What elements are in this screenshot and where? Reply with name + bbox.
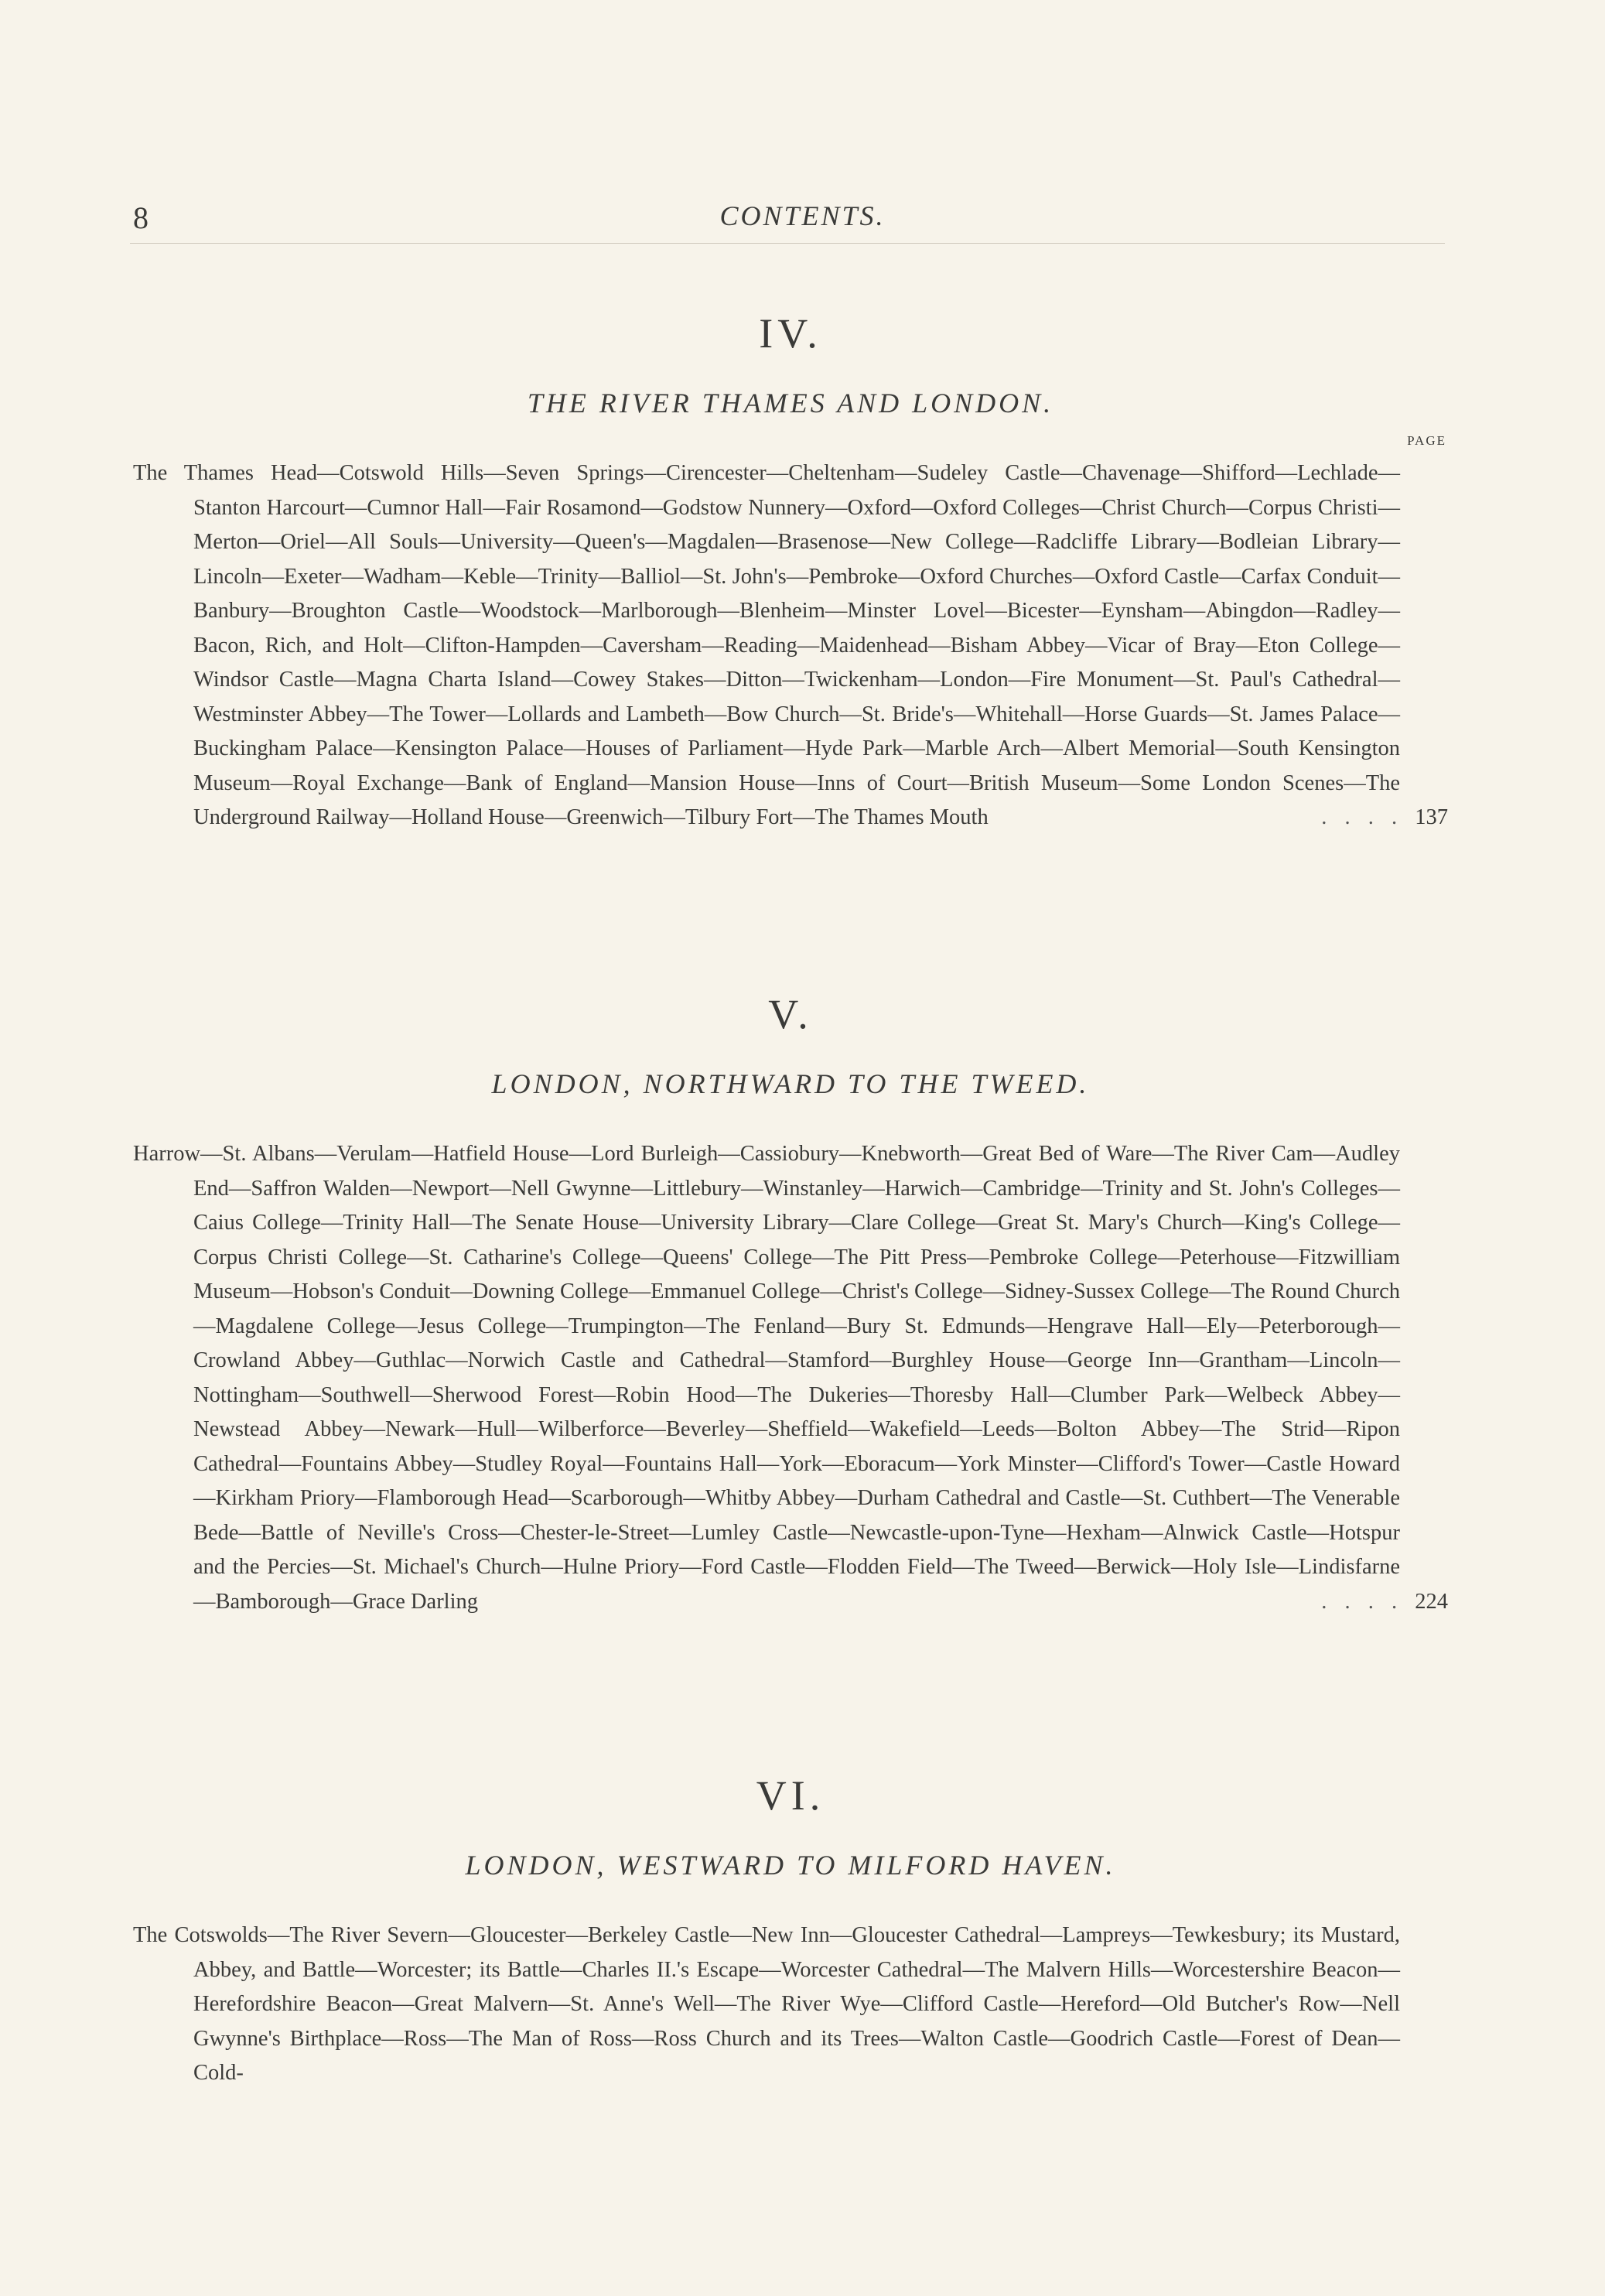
contents-entry — [133, 1137, 1448, 1619]
dot-leader: . . . . — [1321, 805, 1415, 829]
section-numeral: V. — [768, 991, 813, 1037]
page-number: 8 — [133, 200, 149, 235]
page-column-label: PAGE — [1407, 433, 1446, 448]
entry-text: Harrow—St. Albans—Verulam—Hatfield House—Lord Burleigh—Cassiobury—Knebworth—Great Bed of Ware—The River Cam—Audley End—Saffron Walden—Newport—Nell Gwynne—Littlebury—Winstanley—Harwich—Cambridge—Trinity and St. John's Colleges—Caius College—Trinity Hall—The Senate House—University Library—Clare College—Great St. Mary's Church—King's College—Corpus Christi College—St. Catharine's College—Queens' College—The Pitt Press—Pembroke College—Peterhouse—Fitzwilliam Museum—Hobson's Conduit—Downing College—Emmanuel College—Christ's College—Sidney-Sussex College—The Round Church—Magdalene College—Jesus College—Trumpington—The Fenland—Bury St. Edmunds—Hengrave Hall—Ely—Peterborough—Crowland Abbey—Guthlac—Norwich Castle and Cathedral—Stamford—Burghley House—George Inn—Grantham—Lincoln—Nottingham—Southwell—Sherwood Forest—Robin Hood—The Dukeries—Thoresby Hall—Clumber Park—Welbeck Abbey—Newstead Abbey—Newark—Hull—Wilberforce—Beverley—Sheffield—Wakefield—Leeds—Bolton Abbey—The Strid—Ripon Cathedral—Fountains Abbey—Studley Royal—Fountains Hall—York—Eboracum—York Minster—Clifford's Tower—Castle Howard—Kirkham Priory—Flamborough Head—Scarborough—Whitby Abbey—Durham Cathedral and Castle—St. Cuthbert—The Venerable Bede—Battle of Neville's Cross—Chester-le-Street—Lumley Castle—Newcastle-upon-Tyne—Hexham—Alnwick Castle—Hotspur and the Percies—St. Michael's Church—Hulne Priory—Ford Castle—Flodden Field—The Tweed—Berwick—Holy Isle—Lindisfarne—Bamborough—Grace Darling — [133, 1142, 1400, 1614]
section-iv — [133, 309, 1448, 835]
section-title: THE RIVER THAMES AND LONDON. — [527, 388, 1054, 419]
page-reference — [1321, 801, 1448, 835]
running-head: CONTENTS. — [719, 200, 886, 231]
header-rule — [130, 243, 1445, 244]
section-title: LONDON, WESTWARD TO MILFORD HAVEN. — [465, 1850, 1116, 1881]
section-title: LONDON, NORTHWARD TO THE TWEED. — [491, 1068, 1090, 1099]
entry-text: The Thames Head—Cotswold Hills—Seven Springs—Cirencester—Cheltenham—Sudeley Castle—Chavenage—Shifford—Lechlade—Stanton Harcourt—Cumnor Hall—Fair Rosamond—Godstow Nunnery—Oxford—Oxford Colleges—Christ Church—Corpus Christi—Merton—Oriel—All Souls—University—Queen's—Magdalen—Brasenose—New College—Radcliffe Library—Bodleian Library—Lincoln—Exeter—Wadham—Keble—Trinity—Balliol—St. John's—Pembroke—Oxford Churches—Oxford Castle—Carfax Conduit—Banbury—Broughton Castle—Woodstock—Marlborough—Blenheim—Minster Lovel—Bicester—Eynsham—Abingdon—Radley—Bacon, Rich, and Holt—Clifton-Hampden—Caversham—Reading—Maidenhead—Bisham Abbey—Vicar of Bray—Eton College—Windsor Castle—Magna Charta Island—Cowey Stakes—Ditton—Twickenham—London—Fire Monument—St. Paul's Cathedral—Westminster Abbey—The Tower—Lollards and Lambeth—Bow Church—St. Bride's—Whitehall—Horse Guards—St. James Palace—Buckingham Palace—Kensington Palace—Houses of Parliament—Hyde Park—Marble Arch—Albert Memorial—South Kensington Museum—Royal Exchange—Bank of England—Mansion House—Inns of Court—British Museum—Some London Scenes—The Underground Railway—Holland House—Greenwich—Tilbury Fort—The Thames Mouth — [133, 461, 1400, 829]
entry-page: 224 — [1415, 1589, 1448, 1614]
entry-page: 137 — [1415, 805, 1448, 829]
section-vi — [133, 1772, 1448, 2091]
contents-entry — [133, 1918, 1448, 2091]
section-numeral: VI. — [756, 1772, 825, 1819]
contents-entry — [133, 456, 1448, 835]
page-reference — [1321, 1585, 1448, 1620]
dot-leader: . . . . — [1321, 1589, 1415, 1614]
entry-text: The Cotswolds—The River Severn—Gloucester—Berkeley Castle—New Inn—Gloucester Cathedral—Lampreys—Tewkesbury; its Mustard, Abbey, and Battle—Worcester; its Battle—Charles II.'s Escape—Worcester Cathedral—The Malvern Hills—Worcestershire Beacon—Herefordshire Beacon—Great Malvern—St. Anne's Well—The River Wye—Clifford Castle—Hereford—Old Butcher's Row—Nell Gwynne's Birthplace—Ross—The Man of Ross—Ross Church and its Trees—Walton Castle—Goodrich Castle—Forest of Dean—Cold- — [133, 1923, 1400, 2085]
section-v — [133, 990, 1448, 1619]
section-numeral: IV. — [759, 310, 822, 357]
